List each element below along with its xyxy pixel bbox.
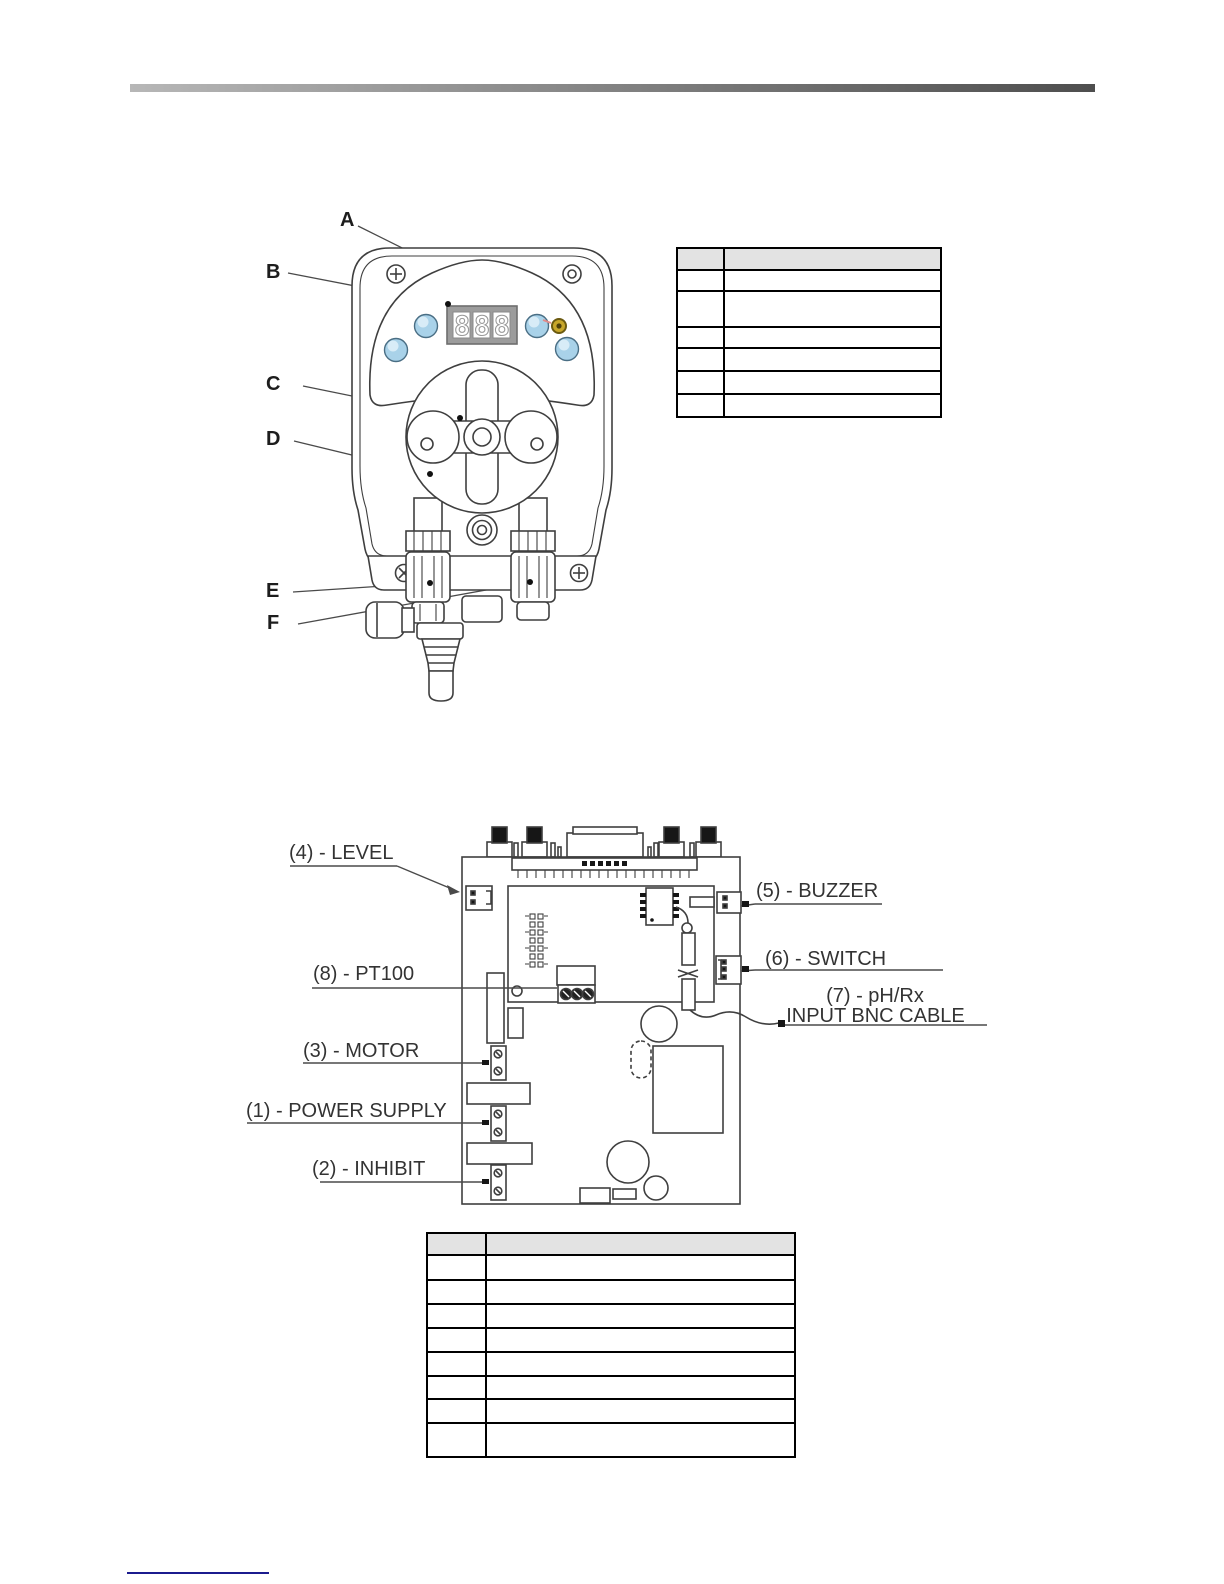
capacitor-round xyxy=(644,1176,668,1200)
motor-terminal xyxy=(491,1046,506,1080)
button-icon xyxy=(526,315,549,338)
callout-d: D xyxy=(266,428,281,450)
table-row xyxy=(427,1399,795,1423)
table-cell xyxy=(427,1399,486,1423)
table-cell xyxy=(427,1423,486,1457)
button-icon xyxy=(556,338,579,361)
power-terminal xyxy=(491,1106,506,1141)
callout-b: B xyxy=(266,261,281,283)
board-top-connectors xyxy=(487,827,721,857)
roller-icon xyxy=(505,411,557,463)
capacitor-round xyxy=(641,1006,677,1042)
table-cell xyxy=(677,371,724,394)
table-cell xyxy=(724,291,941,327)
terminal-screw-icon xyxy=(561,989,594,1000)
button-icon xyxy=(415,315,438,338)
table-row xyxy=(677,394,941,417)
capacitor xyxy=(690,897,714,907)
table-cell xyxy=(427,1280,486,1304)
fitting-right xyxy=(511,552,555,620)
table-cell xyxy=(427,1376,486,1399)
label-buzzer: (5) - BUZZER xyxy=(756,880,879,902)
pump-head xyxy=(406,361,558,513)
table-cell xyxy=(724,327,941,348)
table-cell xyxy=(724,371,941,394)
table-cell xyxy=(427,1352,486,1376)
transformer xyxy=(653,1046,723,1133)
table-cell xyxy=(724,270,941,291)
table-cell xyxy=(486,1328,795,1352)
callout-e: E xyxy=(266,580,280,602)
table-cell xyxy=(486,1255,795,1280)
tube-nut-icon xyxy=(406,531,450,551)
header-cell xyxy=(486,1233,795,1255)
component-rect xyxy=(508,1008,523,1038)
table-cell xyxy=(677,270,724,291)
buzzer-connector xyxy=(717,892,741,913)
phillips-screw-icon xyxy=(571,565,588,582)
label-input-bnc-cable: INPUT BNC CABLE xyxy=(786,1005,965,1027)
callout-f: F xyxy=(267,612,280,634)
table-row xyxy=(677,348,941,371)
table-row xyxy=(677,327,941,348)
table-cell xyxy=(724,394,941,417)
table-row xyxy=(677,371,941,394)
footnote-rule xyxy=(127,1572,269,1574)
component-rect xyxy=(580,1188,610,1203)
switch-connector xyxy=(716,956,741,984)
capacitor-round xyxy=(607,1141,649,1183)
table-cell xyxy=(677,348,724,371)
table-cell xyxy=(486,1376,795,1399)
relay xyxy=(487,973,504,1043)
inhibit-terminal xyxy=(491,1165,506,1200)
seven-segment-display xyxy=(447,306,517,344)
label-pt100: (8) - PT100 xyxy=(313,963,415,985)
table-cell xyxy=(427,1304,486,1328)
table-row xyxy=(677,270,941,291)
header-cell xyxy=(677,248,724,270)
center-fitting xyxy=(462,596,502,622)
callout-a: A xyxy=(340,209,355,231)
table-row xyxy=(427,1304,795,1328)
table-row xyxy=(427,1423,795,1457)
header-cell xyxy=(427,1233,486,1255)
component-rect xyxy=(613,1189,636,1199)
label-level: (4) - LEVEL xyxy=(289,842,394,864)
cable-gland xyxy=(366,602,414,638)
label-power-supply: (1) - POWER SUPPLY xyxy=(246,1100,447,1122)
db-connector-icon xyxy=(567,827,643,857)
table-header-row xyxy=(427,1233,795,1255)
table-cell xyxy=(486,1352,795,1376)
component-rect xyxy=(467,1143,532,1164)
button-icon xyxy=(385,339,408,362)
head-screw-icon xyxy=(467,515,497,545)
table-cell xyxy=(486,1423,795,1457)
level-connector xyxy=(466,886,492,910)
table-cell xyxy=(427,1328,486,1352)
table-cell xyxy=(486,1280,795,1304)
ic-chip xyxy=(640,888,679,925)
callout-c: C xyxy=(266,373,281,395)
table-row xyxy=(427,1328,795,1352)
display-digits: 888 xyxy=(454,311,510,342)
table-row xyxy=(427,1280,795,1304)
pt100-terminal xyxy=(557,966,595,1003)
label-switch: (6) - SWITCH xyxy=(765,948,887,970)
label-ph-rx: (7) - pH/Rx xyxy=(826,985,924,1007)
table-cell xyxy=(427,1255,486,1280)
parts-table-top xyxy=(676,247,942,418)
table-cell xyxy=(677,327,724,348)
table-row xyxy=(677,291,941,327)
roller-icon xyxy=(407,411,459,463)
header-cell xyxy=(724,248,941,270)
table-row xyxy=(427,1255,795,1280)
corrugated-tube xyxy=(417,623,463,701)
table-cell xyxy=(486,1304,795,1328)
parts-table-bottom xyxy=(426,1232,796,1458)
table-row xyxy=(427,1352,795,1376)
table-cell xyxy=(724,348,941,371)
component-dashed xyxy=(631,1041,651,1078)
pump-figure xyxy=(288,226,612,701)
label-motor: (3) - MOTOR xyxy=(303,1040,420,1062)
table-cell xyxy=(677,394,724,417)
label-inhibit: (2) - INHIBIT xyxy=(312,1158,426,1180)
table-row xyxy=(427,1376,795,1399)
table-cell xyxy=(486,1399,795,1423)
tube-nut-icon xyxy=(511,531,555,551)
table-cell xyxy=(677,291,724,327)
table-header-row xyxy=(677,248,941,270)
component-rect xyxy=(467,1083,530,1104)
